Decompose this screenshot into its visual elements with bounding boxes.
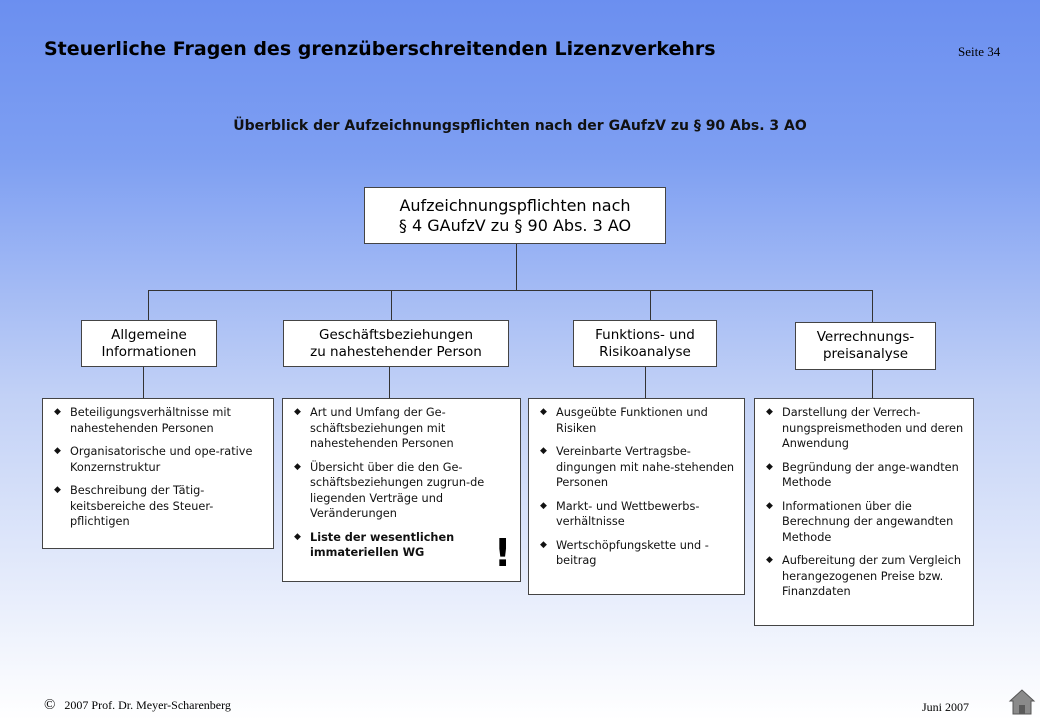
diamond-bullet-icon: ◆ [766, 461, 773, 472]
page-title: Steuerliche Fragen des grenzüberschreitenden Lizenzverkehrs [44, 38, 716, 60]
list-item: ◆ Beteiligungsverhältnisse mit nahestehenden Personen [54, 406, 231, 435]
list-item: ◆ Art und Umfang der Ge-schäftsbeziehungen mit nahestehenden Personen [294, 406, 454, 450]
diamond-bullet-icon: ◆ [54, 407, 61, 417]
list-item: ◆ Organisatorische und ope-rative Konzernstruktur [54, 445, 253, 474]
list-item: ◆ Markt- und Wettbewerbs-verhältnisse [540, 499, 700, 528]
category-line1: Verrechnungs- [816, 329, 915, 346]
connector-root-down [516, 244, 517, 290]
diamond-bullet-icon: ◆ [54, 485, 61, 495]
diamond-bullet-icon: ◆ [540, 446, 547, 456]
diamond-bullet-icon: ◆ [294, 407, 301, 417]
list-item: ◆ Vereinbarte Vertragsbe-dingungen mit nahe-stehenden Personen [540, 445, 735, 489]
detail-box-funktions-risikoanalyse [528, 398, 745, 595]
home-button[interactable] [1008, 688, 1036, 716]
list-item: ◆ Aufbereitung der zum Vergleich herangezogenen Preise bzw. Finanzdaten [766, 554, 962, 598]
diamond-bullet-icon: ◆ [766, 407, 773, 417]
diamond-bullet-icon: ◆ [294, 461, 301, 472]
detail-box-geschaeftsbeziehungen [282, 398, 521, 582]
category-geschaeftsbeziehungen [283, 320, 509, 367]
list-item: ◆ Übersicht über die den Ge-schäftsbeziehungen zugrun-de liegenden Verträge und Veränderungen [294, 460, 485, 520]
copyright-text: 2007 Prof. Dr. Meyer-Scharenberg [64, 698, 231, 712]
diamond-bullet-icon: ◆ [54, 446, 61, 456]
root-node-line1: Aufzeichnungspflichten nach [399, 195, 631, 215]
connector-horizontal [148, 290, 873, 291]
connector-cat1-up [148, 290, 149, 320]
category-line2: zu nahestehender Person [310, 343, 482, 360]
detail-box-allgemeine-informationen [42, 398, 274, 549]
list-item: ◆ Liste der wesentlichen immateriellen WG [294, 530, 455, 559]
exclamation-mark: ! [494, 531, 512, 575]
category-line2: Informationen [101, 343, 197, 360]
footer-copyright [44, 697, 231, 714]
category-line2: preisanalyse [822, 346, 909, 362]
diamond-bullet-icon: ◆ [540, 539, 547, 550]
connector-cat3-down [645, 367, 646, 398]
copyright-symbol: © [44, 697, 56, 713]
diamond-bullet-icon: ◆ [294, 531, 301, 542]
connector-cat2-up [391, 290, 392, 320]
page-number: Seite 34 [958, 44, 1001, 59]
list-item: ◆ Wertschöpfungskette und -beitrag [540, 538, 709, 567]
connector-cat3-up [650, 290, 651, 320]
category-line1: Allgemeine [111, 326, 187, 343]
connector-cat4-up [872, 290, 873, 322]
diagram-subtitle: Überblick der Aufzeichnungspflichten nach der GAufzV zu § 90 Abs. 3 AO [233, 118, 807, 134]
category-line2: Risikoanalyse [599, 343, 691, 360]
list-item: ◆ Begründung der ange-wandten Methode [766, 460, 959, 489]
diamond-bullet-icon: ◆ [540, 407, 547, 417]
category-line1: Geschäftsbeziehungen [318, 326, 473, 343]
connector-cat1-down [143, 367, 144, 398]
list-item: ◆ Informationen über die Berechnung der angewandten Methode [766, 499, 954, 544]
diamond-bullet-icon: ◆ [766, 500, 773, 511]
list-item: ◆ Ausgeübte Funktionen und Risiken [540, 406, 708, 435]
category-funktions-risikoanalyse [573, 320, 717, 367]
category-allgemeine-informationen [81, 320, 217, 367]
list-item: ◆ Beschreibung der Tätig-keitsbereiche des Steuer-pflichtigen [54, 484, 214, 528]
connector-cat2-down [389, 367, 390, 398]
footer-date: Juni 2007 [922, 700, 970, 714]
category-verrechnungspreisanalyse [795, 322, 936, 370]
diamond-bullet-icon: ◆ [540, 500, 547, 511]
detail-box-verrechnungspreisanalyse [754, 398, 974, 626]
category-line1: Funktions- und [595, 326, 695, 343]
root-node-line2: § 4 GAufzV zu § 90 Abs. 3 AO [398, 215, 632, 235]
home-icon [1008, 688, 1036, 716]
list-item: ◆ Darstellung der Verrech-nungspreismethoden und deren Anwendung [766, 406, 964, 450]
connector-cat4-down [872, 370, 873, 398]
root-node [364, 187, 666, 244]
diamond-bullet-icon: ◆ [766, 555, 773, 565]
